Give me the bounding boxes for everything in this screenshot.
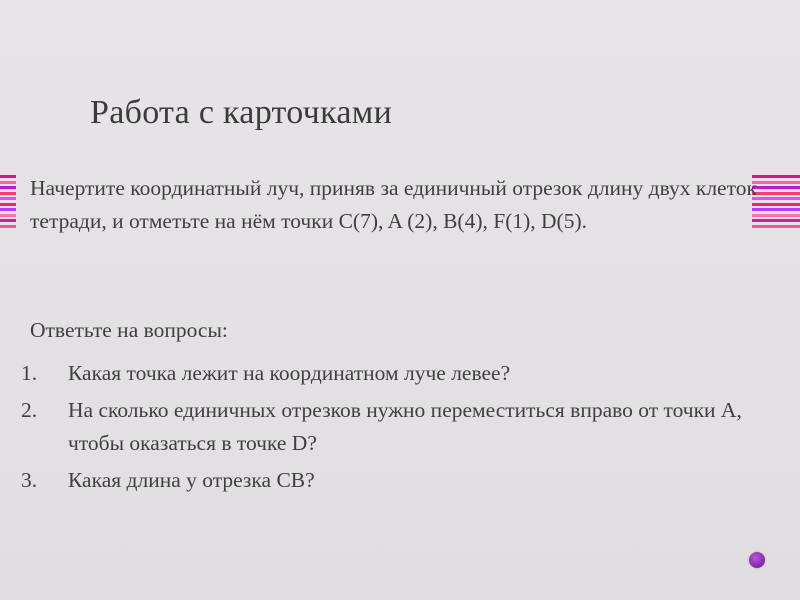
question-text: Какая точка лежит на координатном луче левее?: [68, 361, 511, 385]
decorative-stripe: [0, 175, 16, 178]
question-item: [0, 394, 760, 460]
question-text: На сколько единичных отрезков нужно переместиться вправо от точки A, чтобы оказаться в точке D?: [68, 398, 742, 455]
decorative-stripe: [0, 225, 16, 228]
question-list: [0, 357, 760, 501]
slide-title: Работа с карточками: [90, 94, 393, 131]
decorative-stripe: [0, 214, 16, 217]
question-item: [0, 357, 760, 390]
decorative-stripe: [0, 192, 16, 195]
decorative-dot-icon: [749, 552, 765, 568]
question-number: 3.: [21, 468, 38, 492]
decorative-stripe: [0, 208, 16, 211]
decorative-stripe: [0, 181, 16, 184]
decorative-stripe: [0, 186, 16, 189]
decorative-stripe: [0, 219, 16, 222]
decorative-stripe: [0, 197, 16, 200]
questions-intro: Ответьте на вопросы:: [30, 318, 228, 342]
left-stripe-decoration: [0, 175, 16, 228]
decorative-stripe: [0, 203, 16, 206]
task-block: [30, 172, 770, 238]
task-text: Начертите координатный луч, приняв за единичный отрезок длину двух клеток тетради, и отметьте на нём точки C(7), A (2), B(4), F(1), D(5).: [30, 176, 757, 233]
question-number: 2.: [21, 398, 38, 422]
question-item: [0, 464, 760, 497]
question-number: 1.: [21, 361, 38, 385]
question-text: Какая длина у отрезка CB?: [68, 468, 315, 492]
